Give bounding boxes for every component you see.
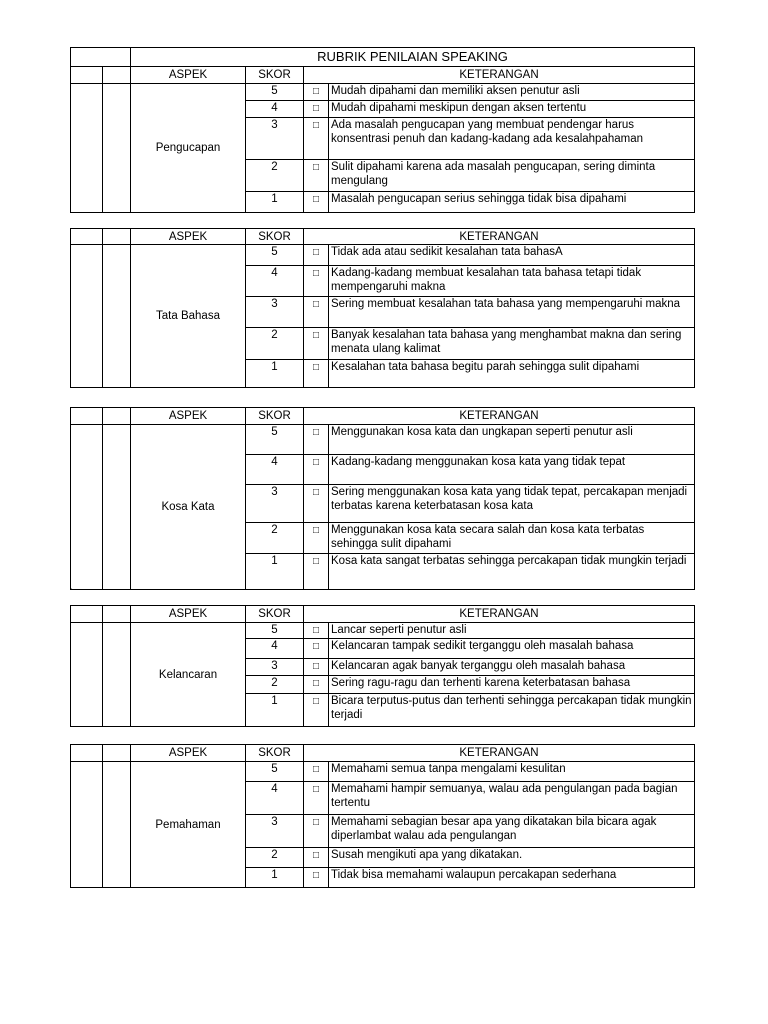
header-keterangan: KETERANGAN (304, 67, 695, 84)
checkbox-icon[interactable]: □ (304, 848, 329, 868)
score-value: 4 (246, 101, 304, 118)
header-skor: SKOR (246, 229, 304, 245)
checkbox-icon[interactable]: □ (304, 694, 329, 727)
rubric-row (71, 762, 695, 782)
checkbox-icon[interactable]: □ (304, 101, 329, 118)
score-value: 1 (246, 360, 304, 388)
header-keterangan: KETERANGAN (304, 229, 695, 245)
header-skor: SKOR (246, 745, 304, 762)
score-value: 5 (246, 425, 304, 455)
blank-cell (103, 67, 131, 84)
blank-cell (71, 408, 103, 425)
blank-cell (103, 408, 131, 425)
checkbox-icon[interactable]: □ (304, 659, 329, 676)
checkbox-icon[interactable]: □ (304, 245, 329, 266)
score-description: Menggunakan kosa kata secara salah dan kosa kata terbatas sehingga sulit dipahami (329, 523, 695, 554)
blank-cell (71, 48, 131, 67)
rubric-tata-bahasa (70, 228, 694, 388)
aspect-name: Pengucapan (131, 84, 246, 213)
score-description: Kelancaran agak banyak terganggu oleh masalah bahasa (329, 659, 695, 676)
score-value: 2 (246, 848, 304, 868)
score-value: 3 (246, 659, 304, 676)
aspect-name: Pemahaman (131, 762, 246, 888)
score-description: Sering membuat kesalahan tata bahasa yang mempengaruhi makna (329, 297, 695, 328)
score-value: 1 (246, 694, 304, 727)
score-description: Bicara terputus-putus dan terhenti sehingga percakapan tidak mungkin terjadi (329, 694, 695, 727)
score-description: Sulit dipahami karena ada masalah pengucapan, sering diminta mengulang (329, 160, 695, 192)
checkbox-icon[interactable]: □ (304, 523, 329, 554)
checkbox-icon[interactable]: □ (304, 762, 329, 782)
score-description: Susah mengikuti apa yang dikatakan. (329, 848, 695, 868)
score-value: 3 (246, 815, 304, 848)
blank-cell (71, 762, 103, 888)
checkbox-icon[interactable]: □ (304, 297, 329, 328)
score-value: 1 (246, 192, 304, 213)
score-description: Lancar seperti penutur asli (329, 623, 695, 639)
checkbox-icon[interactable]: □ (304, 455, 329, 485)
score-value: 4 (246, 455, 304, 485)
score-value: 2 (246, 523, 304, 554)
blank-cell (71, 745, 103, 762)
score-description: Kelancaran tampak sedikit terganggu oleh masalah bahasa (329, 639, 695, 659)
score-description: Memahami sebagian besar apa yang dikatakan bila bicara agak diperlambat walau ada pengulangan (329, 815, 695, 848)
blank-cell (103, 425, 131, 590)
header-skor: SKOR (246, 606, 304, 623)
blank-cell (71, 229, 103, 245)
checkbox-icon[interactable]: □ (304, 425, 329, 455)
blank-cell (71, 245, 103, 388)
checkbox-icon[interactable]: □ (304, 192, 329, 213)
score-value: 1 (246, 868, 304, 888)
aspect-name: Tata Bahasa (131, 245, 246, 388)
score-value: 3 (246, 485, 304, 523)
blank-cell (103, 84, 131, 213)
blank-cell (71, 84, 103, 213)
score-description: Tidak ada atau sedikit kesalahan tata bahasA (329, 245, 695, 266)
header-aspek: ASPEK (131, 606, 246, 623)
checkbox-icon[interactable]: □ (304, 623, 329, 639)
header-keterangan: KETERANGAN (304, 408, 695, 425)
score-value: 5 (246, 84, 304, 101)
rubric-row (71, 245, 695, 266)
checkbox-icon[interactable]: □ (304, 360, 329, 388)
rubric-row (71, 425, 695, 455)
blank-cell (71, 623, 103, 727)
checkbox-icon[interactable]: □ (304, 782, 329, 815)
score-description: Mudah dipahami meskipun dengan aksen tertentu (329, 101, 695, 118)
header-aspek: ASPEK (131, 408, 246, 425)
stray-mark: ` (70, 588, 74, 599)
score-value: 4 (246, 266, 304, 297)
checkbox-icon[interactable]: □ (304, 815, 329, 848)
score-description: Tidak bisa memahami walaupun percakapan sederhana (329, 868, 695, 888)
score-value: 4 (246, 782, 304, 815)
checkbox-icon[interactable]: □ (304, 160, 329, 192)
blank-cell (103, 606, 131, 623)
header-aspek: ASPEK (131, 229, 246, 245)
header-skor: SKOR (246, 408, 304, 425)
score-description: Masalah pengucapan serius sehingga tidak bisa dipahami (329, 192, 695, 213)
checkbox-icon[interactable]: □ (304, 639, 329, 659)
blank-cell (103, 762, 131, 888)
checkbox-icon[interactable]: □ (304, 118, 329, 160)
score-value: 3 (246, 118, 304, 160)
score-description: Kosa kata sangat terbatas sehingga percakapan tidak mungkin terjadi (329, 554, 695, 590)
checkbox-icon[interactable]: □ (304, 84, 329, 101)
score-value: 2 (246, 328, 304, 360)
header-keterangan: KETERANGAN (304, 606, 695, 623)
rubric-row (71, 623, 695, 639)
score-description: Sering ragu-ragu dan terhenti karena keterbatasan bahasa (329, 676, 695, 694)
score-description: Menggunakan kosa kata dan ungkapan seperti penutur asli (329, 425, 695, 455)
checkbox-icon[interactable]: □ (304, 554, 329, 590)
rubric-pemahaman (70, 744, 694, 888)
blank-cell (71, 606, 103, 623)
score-description: Kadang-kadang membuat kesalahan tata bahasa tetapi tidak mempengaruhi makna (329, 266, 695, 297)
blank-cell (103, 623, 131, 727)
rubric-kosa-kata (70, 407, 694, 590)
score-value: 5 (246, 245, 304, 266)
checkbox-icon[interactable]: □ (304, 868, 329, 888)
aspect-name: Kosa Kata (131, 425, 246, 590)
rubric-kelancaran (70, 605, 694, 727)
score-value: 5 (246, 762, 304, 782)
score-value: 2 (246, 676, 304, 694)
aspect-name: Kelancaran (131, 623, 246, 727)
score-description: Memahami hampir semuanya, walau ada pengulangan pada bagian tertentu (329, 782, 695, 815)
score-value: 1 (246, 554, 304, 590)
rubric-pengucapan (70, 47, 694, 213)
score-description: Sering menggunakan kosa kata yang tidak tepat, percakapan menjadi terbatas karena keterbatasan kosa kata (329, 485, 695, 523)
score-description: Ada masalah pengucapan yang membuat pendengar harus konsentrasi penuh dan kadang-kadang ada kesalahpahaman (329, 118, 695, 160)
header-aspek: ASPEK (131, 745, 246, 762)
checkbox-icon[interactable]: □ (304, 676, 329, 694)
score-value: 4 (246, 639, 304, 659)
document-title: RUBRIK PENILAIAN SPEAKING (131, 48, 695, 67)
checkbox-icon[interactable]: □ (304, 485, 329, 523)
header-skor: SKOR (246, 67, 304, 84)
checkbox-icon[interactable]: □ (304, 328, 329, 360)
blank-cell (71, 67, 103, 84)
score-value: 2 (246, 160, 304, 192)
score-description: Kesalahan tata bahasa begitu parah sehingga sulit dipahami (329, 360, 695, 388)
score-description: Kadang-kadang menggunakan kosa kata yang tidak tepat (329, 455, 695, 485)
score-value: 5 (246, 623, 304, 639)
blank-cell (71, 425, 103, 590)
blank-cell (103, 245, 131, 388)
header-keterangan: KETERANGAN (304, 745, 695, 762)
rubric-row (71, 84, 695, 101)
blank-cell (103, 745, 131, 762)
checkbox-icon[interactable]: □ (304, 266, 329, 297)
header-aspek: ASPEK (131, 67, 246, 84)
blank-cell (103, 229, 131, 245)
score-description: Banyak kesalahan tata bahasa yang menghambat makna dan sering menata ulang kalimat (329, 328, 695, 360)
score-description: Mudah dipahami dan memiliki aksen penutur asli (329, 84, 695, 101)
score-value: 3 (246, 297, 304, 328)
score-description: Memahami semua tanpa mengalami kesulitan (329, 762, 695, 782)
